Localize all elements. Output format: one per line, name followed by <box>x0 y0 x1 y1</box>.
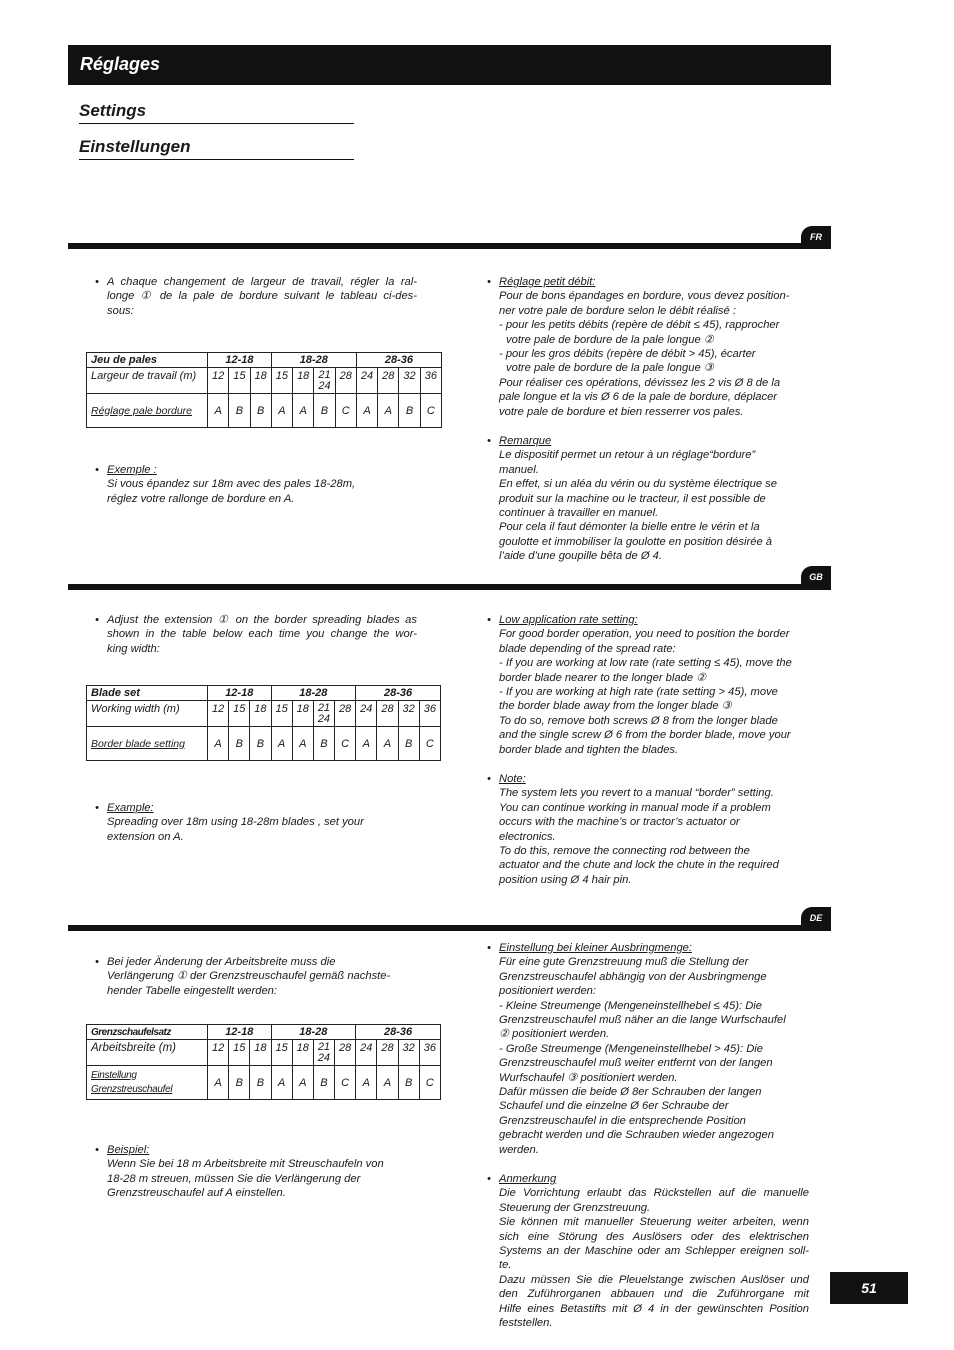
de-remark: • Anmerkung Die Vorrichtung erlaubt das Rückstellen auf die manuelle Steuerung der Grenzstreuung. Sie können mit manueller Steuerung weiter arbeiten, wenn sich eine Störung des Auslösers oder des elektrischen Systems an der Maschine oder am Schlepper ereignen soll- te. Dazu müssen Sie die Pleuelstange zwischen Auslöser und den Zuführorganen abbauen und die Zuführorgane mit Hilfe eines Betastifts mit Ø 4 in der gewünschten Position feststellen. <box>487 1173 809 1330</box>
table-row: Arbeitsbreite (m) 12 15 18 15 18 21 24 28 24 28 32 36 <box>87 1040 441 1066</box>
section-rule-de <box>68 925 831 931</box>
lang-tab-fr: FR <box>801 226 831 248</box>
subtitle-settings: Settings <box>79 101 354 124</box>
section-rule-fr <box>68 243 831 249</box>
fr-settings-table: Jeu de pales 12-18 18-28 28-36 Largeur de travail (m) 12 15 18 15 18 21 24 28 24 28 32 36 Réglage pale bordure A B B A A B C A A B C <box>86 352 442 428</box>
fr-example: • Exemple : Si vous épandez sur 18m avec des pales 18-28m, réglez votre rallonge de bordure en A. <box>95 464 356 505</box>
table-header: Blade set <box>87 686 208 701</box>
subtitle-einstellungen: Einstellungen <box>79 137 354 160</box>
gb-note: • Note: The system lets you revert to a manual “border” setting. You can continue working in manual mode if a problem occurs with the machine’s or tractor’s actuator or electronics. To do this, remove the connecting rod between the actuator and the chute and lock the chute in the required position using Ø 4 hair pin. <box>487 773 779 886</box>
section-rule-gb <box>68 584 831 590</box>
fr-remark: • Remarque Le dispositif permet un retour à un réglage“bordure” manuel. En effet, si un aléa du vérin ou du système électrique se produit sur la machine ou le tracteur, il est possible de continuer à travailler en manuel. Pour cela il faut démonter la bielle entre le vérin et la goulotte et immobiliser la goulotte en position désirée à l’aide d’une goupille bêta de Ø 4. <box>487 435 777 563</box>
table-row: Border blade setting A B B A A B C A A B C <box>87 727 441 761</box>
table-header: Grenzschaufelsatz <box>87 1025 208 1040</box>
de-intro: • Bei jeder Änderung der Arbeitsbreite muss die Verlängerung ① der Grenzstreuschaufel gemäß nachste- hender Tabelle eingestellt werden: <box>95 956 391 997</box>
gb-low-rate: • Low application rate setting: For good border operation, you need to position the border blade depending of the spread rate: - If you are working at low rate (rate setting ≤ 45), move the border blade nearer to the longer blade ② - If you are working at high rate (rate setting > 45), move the border blade away from the longer blade ③ To do so, remove both screws Ø 8 from the longer blade and the single screw Ø 6 from the border blade, move your border blade and tighten the blades. <box>487 614 792 756</box>
de-low-rate: • Einstellung bei kleiner Ausbringmenge: Für eine gute Grenzstreuung muß die Stellung der Grenzstreuschaufel abhängig von der Ausbringmenge positioniert werden: - Kleine Streumenge (Mengeneinstellhebel ≤ 45): Die Grenzstreuschaufel muß näher an die lange Wurfschaufel ② positioniert werden. - Große Streumenge (Mengeneinstellhebel > 45): Die Grenzstreuschaufel muß weiter entfernt von der langen Wurfschaufel ③ positioniert werden. Dafür müssen die beide Ø 8er Schrauben der langen Schaufel und die einzelne Ø 6er Schraube der Grenzstreuschaufel in die entsprechende Position gebracht werden und die Schrauben wieder angezogen werden. <box>487 942 786 1156</box>
lang-tab-gb: GB <box>801 566 831 588</box>
gb-example: • Example: Spreading over 18m using 18-28m blades , set your extension on A. <box>95 802 364 843</box>
gb-intro: • Adjust the extension ① on the border spreading blades as shown in the table below each time you change the wor- king width: <box>95 614 417 655</box>
fr-low-rate: • Réglage petit débit: Pour de bons épandages en bordure, vous devez position- ner votre pale de bordure selon le débit réalisé : - pour les petits débits (repère de débit ≤ 45), rapprocher votre pale de bordure de la pale longue ② - pour les gros débits (repère de débit > 45), écarter votre pale de bordure de la pale longue ③ Pour réaliser ces opérations, dévissez les 2 vis Ø 8 de la pale longue et la vis Ø 6 de la pale de bordure, déplacer votre pale de bordure et bien resserrer vos pales. <box>487 276 790 418</box>
table-row: Einstellung Grenzstreuschaufel A B B A A B C A A B C <box>87 1066 441 1100</box>
gb-settings-table: Blade set 12-18 18-28 28-36 Working width (m) 12 15 18 15 18 21 24 28 24 28 32 36 Border blade setting A B B A A B C A A B C <box>86 685 441 761</box>
fr-intro: • A chaque changement de largeur de travail, régler la ral- longe ① de la pale de bordure suivant le tableau ci-des- sous: <box>95 276 417 317</box>
table-row: Largeur de travail (m) 12 15 18 15 18 21 24 28 24 28 32 36 <box>87 368 442 394</box>
page-title: Réglages <box>80 54 161 74</box>
table-row: Working width (m) 12 15 18 15 18 21 24 28 24 28 32 36 <box>87 701 441 727</box>
table-header: Jeu de pales <box>87 353 208 368</box>
table-row: Réglage pale bordure A B B A A B C A A B C <box>87 394 442 428</box>
page-number: 51 <box>830 1272 908 1304</box>
lang-tab-de: DE <box>801 907 831 929</box>
header-bar <box>68 45 831 85</box>
de-example: • Beispiel: Wenn Sie bei 18 m Arbeitsbreite mit Streuschaufeln von 18-28 m streuen, müssen Sie die Verlängerung der Grenzstreuschaufel auf A einstellen. <box>95 1144 384 1200</box>
de-settings-table: Grenzschaufelsatz 12-18 18-28 28-36 Arbeitsbreite (m) 12 15 18 15 18 21 24 28 24 28 32 36 Einstellung Grenzstreuschaufel A B B A A B C A A B C <box>86 1024 441 1100</box>
